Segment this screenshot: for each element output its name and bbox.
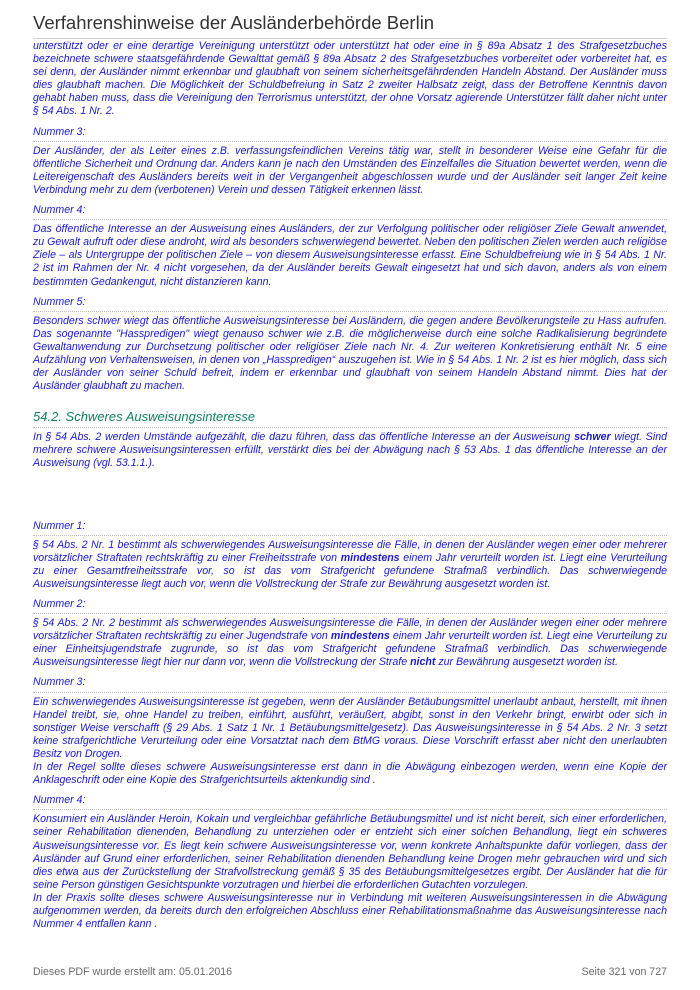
footer-created-date: Dieses PDF wurde erstellt am: 05.01.2016: [33, 966, 233, 978]
section-heading-54-2: 54.2. Schweres Ausweisungsinteresse: [33, 409, 667, 428]
text-run: einem Jahr verurteilt worden ist. Liegt eine Verurteilung zu einer Einheitsjugendstrafe zugrunde, so ist das vom Strafgericht gefundene Strafmaß verbindlich. Das schwerwiegende Ausweisungsinteresse liegt hier nur dann vor, wenn die Vollstreckung der Strafe: [33, 630, 667, 669]
document-title: Verfahrenshinweise der Ausländerbehörde Berlin: [33, 12, 435, 33]
paragraph-2-nummer-3: Ein schwerwiegendes Ausweisungsinteresse ist gegeben, wenn der Ausländer Betäubungsmittel unerlaubt anbaut, herstellt, mit ihnen Handel treibt, sie, ohne Handel zu treiben, einführt, ausführt, veräußert, abgibt, sonst in den Verkehr bringt, erwirbt oder sich in sonstiger Weise verschafft (§ 29 Abs. 1 Satz 1 Nr. 1 Betäubungsmittelgesetz). Das Ausweisungsinteresse in § 54 Abs. 2 Nr. 3 setzt keine strafgerichtliche Verurteilung oder eine Vorsatztat nach dem BtMG voraus. Diese Vorschrift erfasst aber nicht den unerlaubten Besitz von Drogen.: [33, 695, 667, 760]
paragraph-2-nummer-3-note: In der Regel sollte dieses schwere Ausweisungsinteresse erst dann in die Abwägung einbezogen werden, wenn eine Kopie der Anklageschrift oder eine Kopie des Strafgerichtsurteils aktenkundig sind .: [33, 761, 667, 787]
paragraph-nummer-4: Das öffentliche Interesse an der Ausweisung eines Ausländers, der zur Verfolgung politischer oder religiöser Ziele Gewalt anwendet, zu Gewalt aufruft oder diese androht, wird als besonders schwerwiegend bewertet. Neben den politischen Zielen werden auch religiöse Ziele – als Untergruppe der politischen Ziele – von diesem Ausweisungsinteresse erfasst. Eine Schuldbefreiung wie in § 54 Abs. 1 Nr. 2 ist im Rahmen der Nr. 4 nicht vorgesehen, da der Ausländer bereits Gewalt eingesetzt hat und sich davon, anders als von einem bestimmten Gedankengut, nicht distanzieren kann.: [33, 223, 667, 288]
paragraph-2-nummer-4-note: In der Praxis sollte dieses schwere Ausweisungsinteresse nur in Verbindung mit weiteren Ausweisungsinteressen in die Abwägung aufgenommen werden, da bereits durch den erfolgreichen Abschluss einer Rehabilitationsmaßnahme das Ausweisungsinteresse nach Nummer 4 entfallen kann .: [33, 891, 667, 931]
spacer: [33, 471, 667, 513]
paragraph-2-nummer-4: Konsumiert ein Ausländer Heroin, Kokain und vergleichbar gefährliche Betäubungsmittel und ist nicht bereit, sich einer erforderlichen, seiner Rehabilitation dienenden, Behandlung zu unterziehen oder er entzieht sich einer solchen Behandlung, liegt ein schweres Ausweisungsinteresse vor. Es liegt kein schwere Ausweisungsinteresse vor, wenn konkrete Anhaltspunkte dafür vorliegen, dass der Ausländer auf Grund einer erforderlichen, seiner Rehabilitation dienenden Behandlung keine Drogen mehr gebrauchen wird und sich dies etwa aus der Zurückstellung der Strafvollstreckung gemäß § 35 des Betäubungsmittelgesetzes ergibt. Der Ausländer hat die für seine Person günstigen Gesichtspunkte vorzutragen und hierbei die erforderlichen Gutachten vorzulegen.: [33, 813, 667, 891]
text-run: einem Jahr verurteilt worden ist. Liegt eine Verurteilung zu einer Gesamtfreiheitsstrafe vor, so ist das vom Strafgericht gefundene Strafmaß verbindlich. Das schwerwiegende Ausweisungsinteresse liegt auch vor, wenn die Vollstreckung der Strafe zur Bewährung ausgesetzt worden ist.: [33, 551, 667, 590]
item-label-2-nummer-3: Nummer 3:: [33, 676, 667, 692]
text-run: zur Bewährung ausgesetzt worden ist.: [435, 656, 618, 669]
item-label-nummer-3: Nummer 3:: [33, 126, 667, 142]
emphasis-schwer: schwer: [574, 431, 611, 444]
emphasis-mindestens: mindestens: [340, 551, 400, 564]
paragraph-2-nummer-1: [33, 539, 667, 591]
paragraph-nummer-3: Der Ausländer, der als Leiter eines z.B. verfassungsfeindlichen Vereins tätig war, stellt in besonderer Weise eine Gefahr für die öffentliche Sicherheit und Ordnung dar. Anders kann je nach den Umständen des Einzelfalles die Situation bewertet werden, wenn die Leitereigenschaft des Ausländers bereits weit in der Vergangenheit abgeschlossen wurde und der Ausländer seit langer Zeit keine Verbindung mehr zu dem (verbotenen) Verein und dessen Tätigkeit erkennen lässt.: [33, 144, 667, 196]
paragraph-2-nummer-2: [33, 617, 667, 669]
item-label-2-nummer-2: Nummer 2:: [33, 598, 667, 614]
item-label-nummer-4: Nummer 4:: [33, 204, 667, 220]
emphasis-nicht: nicht: [410, 656, 436, 669]
item-label-nummer-5: Nummer 5:: [33, 296, 667, 312]
footer-page-number: Seite 321 von 727: [581, 966, 667, 978]
paragraph-nummer-5: Besonders schwer wiegt das öffentliche Ausweisungsinteresse bei Ausländern, die gegen andere Bevölkerungsteile zu Hass aufrufen. Das sogenannte "Hasspredigen" wiegt genauso schwer wie z.B. die möglicherweise durch eine solche Radikalisierung begründete Gewaltanwendung zur Durchsetzung politischer oder religiöser Ziele nach Nr. 4. Zur weiteren Konkretisierung enthält Nr. 5 eine Aufzählung von Verhaltensweisen, in denen von „Hasspredigen“ auszugehen ist. Wie in § 54 Abs. 1 Nr. 2 ist es hier möglich, dass sich der Ausländer von seiner Schuld befreit, indem er erkennbar und glaubhaft von seinem Handeln Abstand nimmt. Dies hat der Ausländer glaubhaft zu machen.: [33, 314, 667, 393]
text-run: § 54 Abs. 2 Nr. 1 bestimmt als schwerwiegendes Ausweisungsinteresse die Fälle, in denen der Ausländer wegen einer oder mehrerer vorsätzlicher Straftaten rechtskräftig zu einer Freiheitsstrafe von: [33, 538, 667, 564]
emphasis-mindestens: mindestens: [330, 630, 390, 643]
text-run: wiegt. Sind mehrere schwere Ausweisungsinteressen erfüllt, verstärkt dies bei der Abwägung nach § 53 Abs. 1 das öffentliche Interesse an der Ausweisung (vgl. 53.1.1.).: [33, 431, 667, 470]
item-label-2-nummer-1: Nummer 1:: [33, 520, 667, 536]
text-run: In § 54 Abs. 2 werden Umstände aufgezählt, die dazu führen, dass das öffentliche Interesse an der Ausweisung: [33, 431, 575, 444]
title-divider: [33, 38, 667, 39]
text-run: § 54 Abs. 2 Nr. 2 bestimmt als schwerwiegendes Ausweisungsinteresse die Fälle, in denen der Ausländer wegen einer oder mehrere vorsätzlicher Straftaten rechtskräftig zu einer Jugendstrafe von: [33, 617, 667, 643]
item-label-2-nummer-4: Nummer 4:: [33, 794, 667, 810]
paragraph-54-2-intro: [33, 431, 667, 470]
paragraph-continuation: unterstützt oder er eine derartige Vereinigung unterstützt oder unterstützt hat oder eine in § 89a Absatz 1 des Strafgesetzbuches bezeichnete schwere staatsgefährdende Gewalttat gemäß § 89a Absatz 2 des Strafgesetzbuches vorbereitet oder vorbereitet hat, es sei denn, der Ausländer nimmt erkennbar und glaubhaft von seinem sicherheitsgefährdenden Handeln Abstand. Der Ausländer muss dies glaubhaft machen. Die Möglichkeit der Schuldbefreiung in Satz 2 zweiter Halbsatz zeigt, dass der Betroffene Kenntnis davon gehabt haben muss, dass die Vereinigung den Terrorismus unterstützt, der ohne Vorsatz agierende Unterstützer fällt daher nicht unter § 54 Abs. 1 Nr. 2.: [33, 40, 667, 118]
page-content: [33, 40, 667, 931]
